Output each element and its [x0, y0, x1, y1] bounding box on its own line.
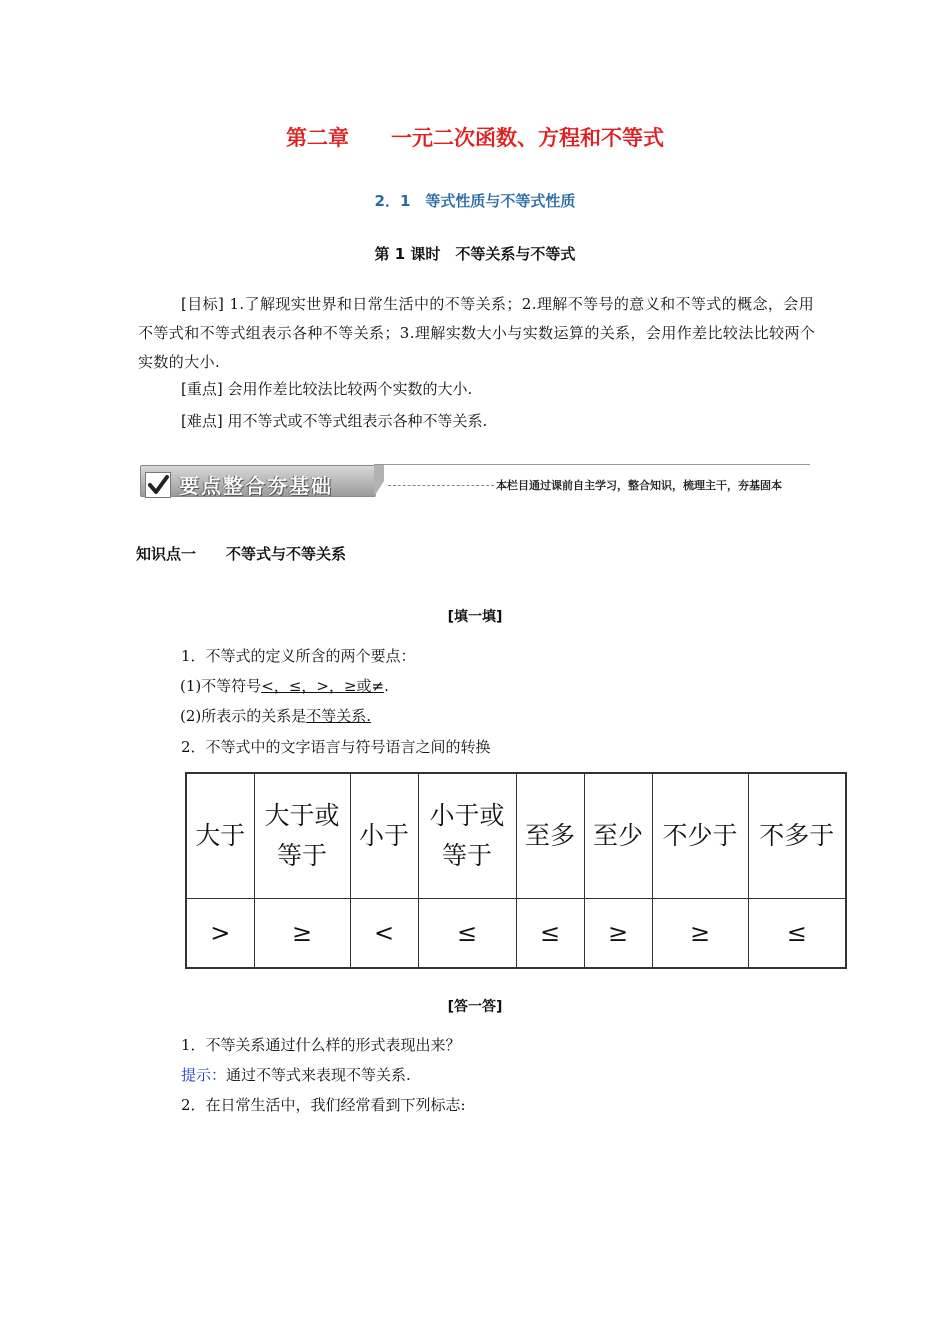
table-cell-symbol: ≥	[652, 899, 748, 969]
table-cell-symbol: >	[186, 899, 254, 969]
banner-dash	[388, 485, 494, 486]
table-row-words	[186, 773, 846, 899]
table-cell-symbol: ≥	[254, 899, 350, 969]
difficulty-text: 用不等式或不等式组表示各种不等关系.	[222, 412, 488, 430]
goal-text: 1.了解现实世界和日常生活中的不等关系；2.理解不等号的意义和不等式的概念，会用不等式和不等式组表示各种不等关系；3.理解实数大小与实数运算的关系，会用作差比较法比较两个实数的大小.	[138, 295, 816, 371]
item-1-1-prefix: (1)不等符号	[180, 677, 262, 695]
key-point-line	[181, 378, 472, 399]
table-cell-word: 至多	[516, 773, 584, 899]
item-1-1-answer: <，≤，>，≥或≠	[261, 677, 385, 695]
item-1-1	[180, 675, 389, 696]
chapter-title: 第二章 一元二次函数、方程和不等式	[286, 126, 664, 150]
table-cell-word: 小于或 等于	[418, 773, 516, 899]
table-cell-symbol: <	[350, 899, 418, 969]
fill-heading: [填一填]	[447, 609, 503, 625]
lesson-title: 第 1 课时 不等关系与不等式	[374, 245, 576, 263]
difficulty-tag: [难点]	[181, 412, 223, 430]
item-1-1-suffix: .	[384, 677, 389, 695]
table-cell-symbol: ≥	[584, 899, 652, 969]
question-2: 2．在日常生活中，我们经常看到下列标志:	[181, 1096, 466, 1114]
item-1-2	[180, 705, 371, 726]
table-cell-word: 大于	[186, 773, 254, 899]
table-cell-word: 小于	[350, 773, 418, 899]
table-cell-symbol: ≤	[418, 899, 516, 969]
knowledge-point-heading: 知识点一 不等式与不等关系	[136, 545, 347, 563]
conversion-table	[185, 772, 847, 969]
key-text: 会用作差比较法比较两个实数的大小.	[222, 380, 473, 398]
difficulty-line	[181, 410, 487, 431]
item-2: 2．不等式中的文字语言与符号语言之间的转换	[181, 738, 491, 756]
check-box	[145, 472, 171, 498]
banner-label: 要点整合夯基础	[179, 474, 333, 498]
item-1-2-prefix: (2)所表示的关系是	[180, 707, 307, 725]
table-row-symbols	[186, 899, 846, 969]
banner-tail	[374, 465, 384, 497]
section-banner	[138, 462, 810, 498]
answer-1-text: 通过不等式来表现不等关系.	[226, 1066, 411, 1084]
table-cell-word: 不少于	[652, 773, 748, 899]
key-tag: [重点]	[181, 380, 223, 398]
answer-1	[181, 1064, 411, 1085]
item-1-2-answer: 不等关系.	[306, 707, 372, 725]
table-cell-symbol: ≤	[748, 899, 846, 969]
section-title: 2．1 等式性质与不等式性质	[374, 192, 576, 210]
learning-goals	[138, 290, 818, 377]
banner-note: 本栏目通过课前自主学习，整合知识，梳理主干，夯基固本	[496, 479, 782, 492]
table-cell-word: 至少	[584, 773, 652, 899]
goal-tag: [目标]	[181, 295, 225, 313]
banner-box	[140, 465, 376, 497]
table-cell-symbol: ≤	[516, 899, 584, 969]
item-1: 1．不等式的定义所含的两个要点：	[181, 647, 416, 665]
check-icon	[146, 473, 170, 497]
question-1: 1．不等关系通过什么样的形式表现出来？	[181, 1036, 461, 1054]
hint-label: 提示：	[181, 1066, 227, 1084]
qa-heading: [答一答]	[447, 999, 503, 1015]
table-cell-word: 大于或 等于	[254, 773, 350, 899]
banner-top-rule	[374, 464, 810, 465]
table-cell-word: 不多于	[748, 773, 846, 899]
